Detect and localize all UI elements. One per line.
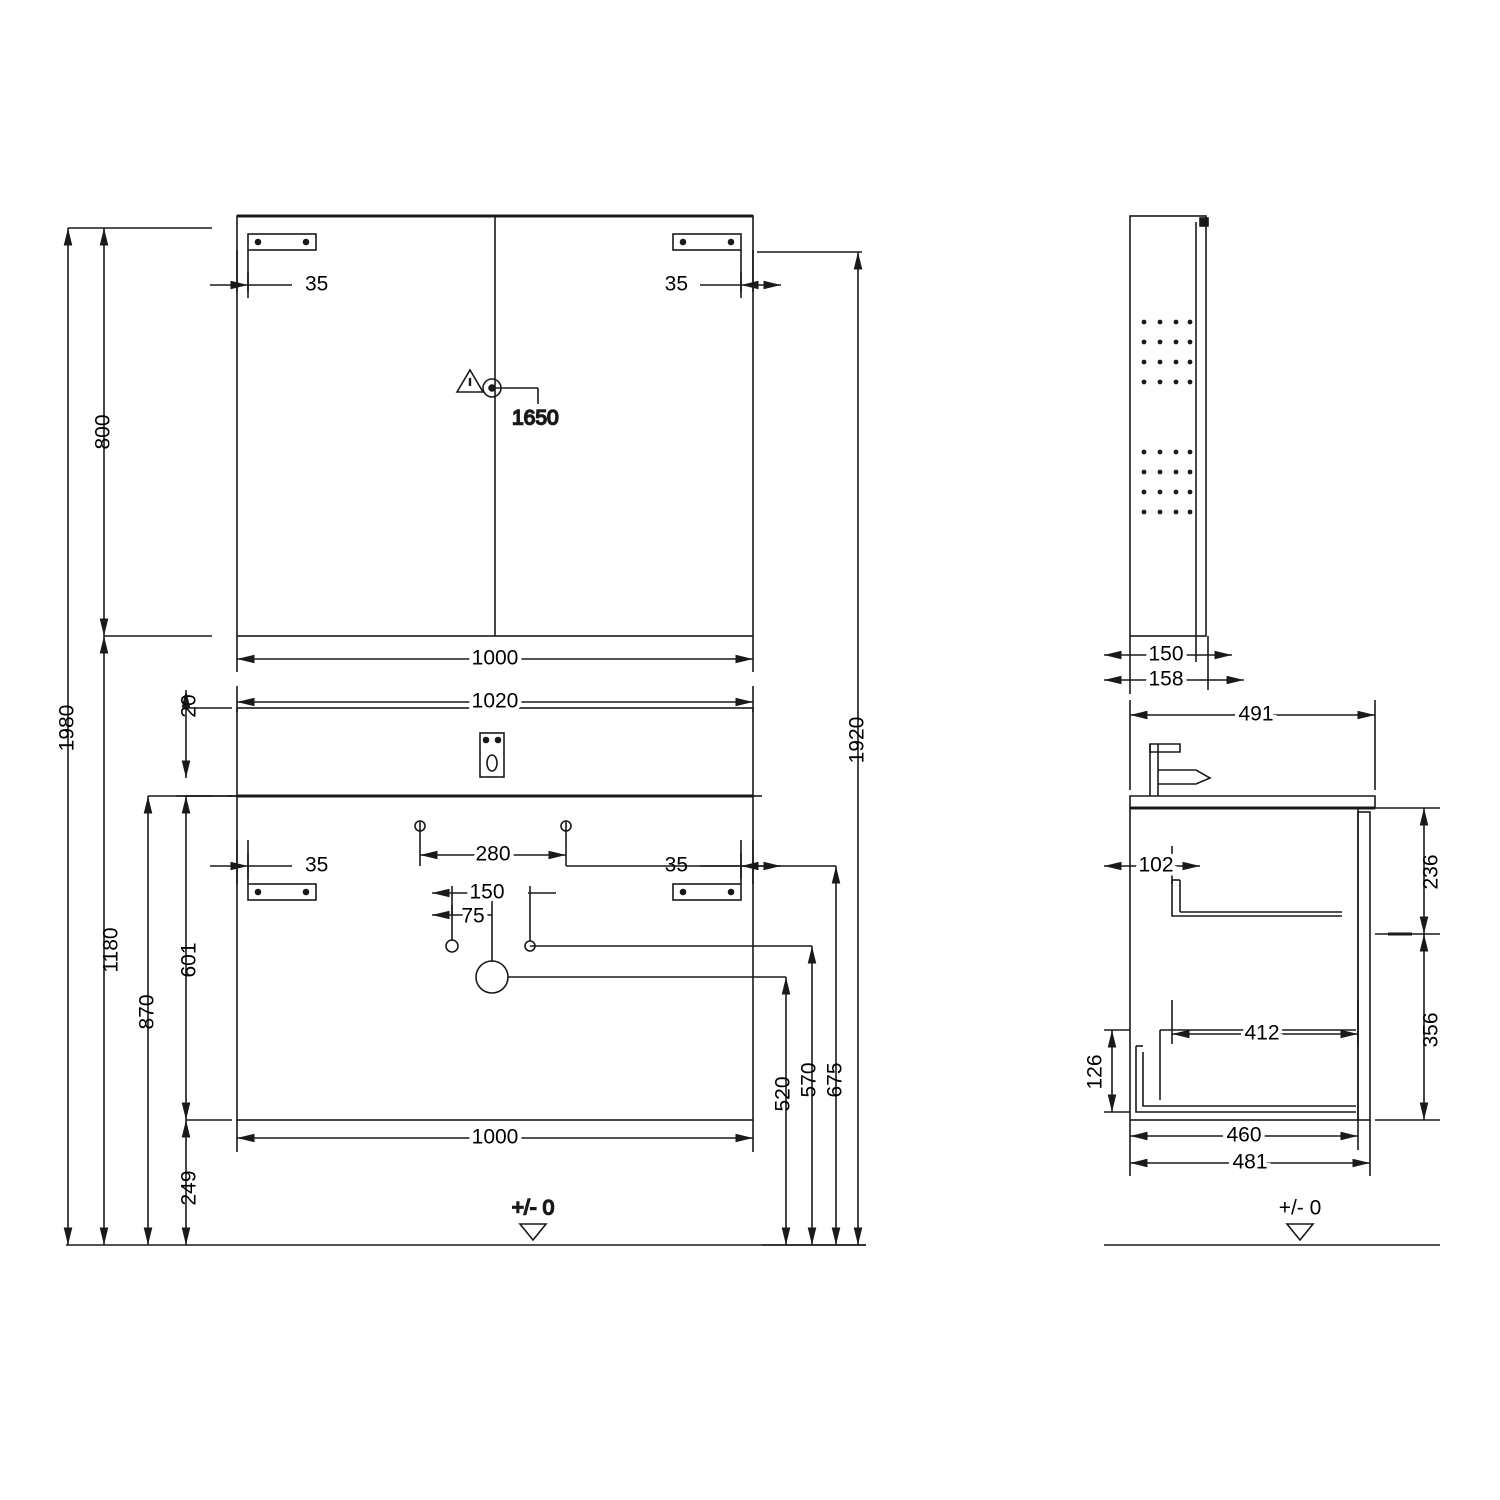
tap-side-view [1150, 744, 1210, 796]
plinth-height-label: 126 [1083, 1054, 1107, 1090]
front-datum-label: +/- 0 [511, 1196, 555, 1220]
front-vertical-dims [68, 228, 232, 1245]
mirror-bracket-left-offset-dim [210, 250, 292, 298]
upper-offset-label: 102 [1138, 853, 1174, 877]
power-outlet-symbol [483, 379, 538, 404]
mirror-cabinet-side-outline [1130, 216, 1208, 636]
cabinet-top-height-label: 870 [135, 994, 159, 1030]
vanity-bracket-left [248, 884, 316, 900]
mirror-depth-outer-label: 158 [1148, 667, 1184, 691]
mirror-bracket-right-offset-dim [700, 250, 781, 298]
vanity-bracket-left-offset-dim [210, 840, 292, 884]
vanity-bracket-right [673, 884, 741, 900]
overall-height-label: 1980 [55, 704, 79, 752]
outlet-height-label: 1650 [512, 406, 559, 430]
supply-height-label: 675 [823, 1062, 847, 1098]
mirror-height-label: 800 [91, 414, 115, 450]
side-datum-label: +/- 0 [1278, 1196, 1322, 1220]
lower-height-label: 356 [1419, 1012, 1443, 1048]
vanity-width-label: 1000 [471, 1125, 519, 1149]
mirror-right-offset-label: 35 [664, 272, 688, 296]
vanity-side-outline [1130, 796, 1375, 1120]
mirror-bracket-right [673, 234, 741, 250]
mirror-led-dots [1142, 320, 1193, 515]
front-datum-symbol [520, 1224, 546, 1240]
cabinet-depth-outer-label: 481 [1232, 1150, 1268, 1174]
basin-top-height-label: 1180 [99, 927, 123, 973]
cabinet-top-height-right-label: 1920 [845, 716, 869, 764]
mirror-left-offset-label: 35 [305, 272, 329, 296]
basin-outline [237, 708, 753, 796]
vanity-left-offset-label: 35 [305, 853, 329, 877]
cabinet-depth-label: 460 [1226, 1123, 1262, 1147]
cabinet-underside-label: 249 [177, 1170, 201, 1206]
tap-spacing-label: 280 [475, 842, 511, 866]
vanity-bracket-right-offset-dim [700, 840, 781, 884]
vanity-right-offset-label: 35 [664, 853, 688, 877]
upper-drawer-depth-label: 412 [1244, 1021, 1280, 1045]
cabinet-body-height-label: 601 [177, 942, 201, 978]
waste-height-label: 570 [797, 1062, 821, 1098]
mirror-width-label: 1000 [471, 646, 519, 670]
side-datum-symbol [1287, 1224, 1313, 1240]
mirror-depth-label: 150 [1148, 642, 1184, 666]
waste-offset-small-label: 75 [461, 904, 485, 928]
waste-offset-label: 150 [469, 880, 505, 904]
drain-height-label: 520 [771, 1076, 795, 1112]
warning-triangle-icon [457, 370, 483, 392]
vanity-side-dims [1104, 700, 1440, 1176]
upper-height-label: 236 [1419, 854, 1443, 890]
basin-depth-label: 491 [1238, 702, 1274, 726]
basin-width-label: 1020 [471, 689, 519, 713]
mirror-bracket-left [248, 234, 316, 250]
basin-projection-label: 20 [177, 694, 201, 718]
